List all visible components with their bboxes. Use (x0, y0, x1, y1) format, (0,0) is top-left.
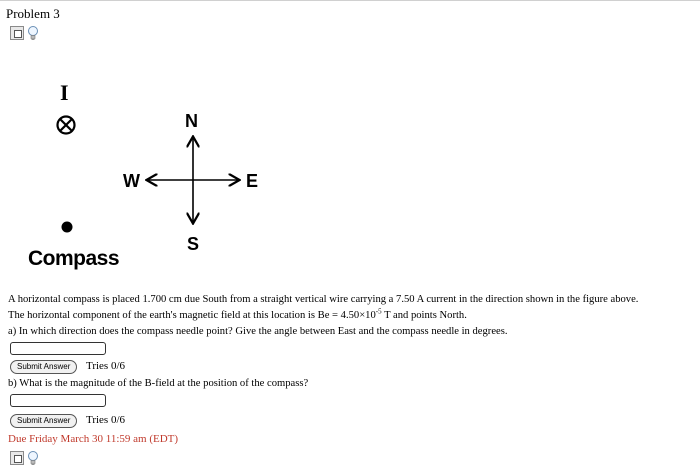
tries-a: Tries 0/6 (86, 360, 126, 372)
problem-intro-line1: A horizontal compass is placed 1.700 cm due South from a straight vertical wire carrying a 7.50 A current in the direction shown in the figure above. (8, 294, 639, 305)
compass-label: Compass (28, 247, 120, 270)
question-part-b: b) What is the magnitude of the B-field at the position of the compass? (8, 378, 309, 389)
answer-b-input[interactable] (10, 394, 106, 407)
question-part-a: a) In which direction does the compass needle point? Give the angle between East and the compass needle in degrees. (8, 326, 508, 337)
feedback-icon[interactable] (10, 26, 24, 40)
submit-answer-a-button[interactable]: Submit Answer (10, 360, 77, 374)
east-label: E (246, 171, 259, 191)
submit-answer-b-button[interactable]: Submit Answer (10, 414, 77, 428)
current-into-page-icon (58, 117, 75, 134)
due-date: Due Friday March 30 11:59 am (EDT) (8, 433, 179, 445)
north-label: N (185, 111, 198, 131)
south-label: S (187, 234, 200, 254)
feedback-icon[interactable] (10, 451, 24, 465)
problem-intro-line2: The horizontal component of the earth's magnetic field at this location is $Be = 4.50\times 10^{-5}$ T and points North. (8, 307, 467, 321)
compass-figure (0, 70, 320, 280)
compass-dot (62, 222, 73, 233)
problem-text (8, 292, 698, 340)
problem-icons (10, 25, 39, 41)
top-divider (0, 0, 700, 1)
current-label: I (60, 80, 69, 105)
footer-icons (10, 450, 39, 466)
hint-bulb-icon[interactable] (27, 450, 39, 466)
west-label: W (123, 171, 140, 191)
tries-b: Tries 0/6 (86, 414, 126, 426)
problem-title: Problem 3 (6, 6, 60, 21)
hint-bulb-icon[interactable] (27, 25, 39, 41)
answer-a-input[interactable] (10, 342, 106, 355)
